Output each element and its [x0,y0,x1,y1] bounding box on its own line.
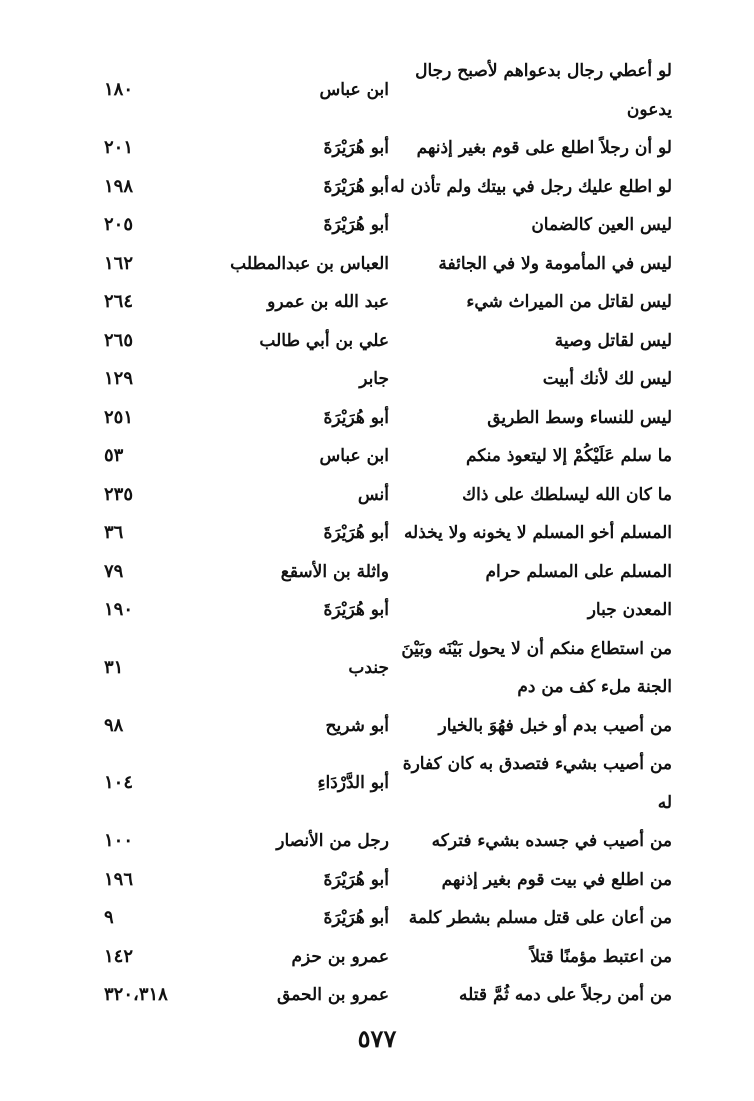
hadith-text-line: لو أعطي رجال بدعواهم لأصبح رجال [415,61,672,81]
narrator-name: أبو هُرَيْرَةَ [323,908,389,928]
page-reference: ٣١ [104,656,124,678]
page-reference: ١٠٤ [104,772,134,793]
index-row [0,437,754,476]
narrator-name: عمرو بن الحمق [277,985,389,1005]
hadith-text [372,399,672,438]
hadith-text [372,899,672,938]
narrator-name: أبو هُرَيْرَةَ [323,176,389,197]
page-reference: ١٦٢ [104,252,134,274]
hadith-text-line: من أصيب بدم أو خبل فهُوَ بالخيار [438,715,672,736]
index-row [0,861,754,900]
index-row [0,168,754,207]
hadith-text-line: من استطاع منكم أن لا يحول بَيْنَه وبَيْنَ [401,638,672,659]
index-row [0,630,754,707]
hadith-text-line: ليس للنساء وسط الطريق [487,407,672,428]
narrator-name: أبو هُرَيْرَةَ [323,600,389,620]
hadith-text-line: لو أن رجلاً اطلع على قوم بغير إذنهم [416,138,672,158]
hadith-text-line: المسلم على المسلم حرام [485,561,672,582]
index-row [0,938,754,977]
hadith-text [372,591,672,630]
index-row [0,553,754,592]
hadith-text [372,630,672,707]
narrator-name: ابن عباس [319,446,389,466]
hadith-text [372,553,672,592]
narrator-name: أنس [357,484,389,505]
page-reference: ٣٦ [104,522,124,543]
page-reference: ٢٦٤ [104,291,134,312]
page-reference: ٩ [104,907,114,928]
page-reference: ٥٣ [104,445,124,466]
index-row [0,206,754,245]
hadith-text [372,129,672,168]
narrator-name: أبو الدَّرْدَاءِ [317,773,389,793]
index-row [0,399,754,438]
hadith-text [372,976,672,1015]
index-row [0,745,754,822]
hadith-text [372,168,672,207]
hadith-text-line: من أصيب بشيء فتصدق به كان كفارة [402,754,672,774]
hadith-text-line: المسلم أخو المسلم لا يخونه ولا يخذله [403,523,672,543]
narrator-name: علي بن أبي طالب [259,330,389,351]
narrator-name: أبو هُرَيْرَةَ [323,523,389,543]
narrator-name: عبد الله بن عمرو [267,292,389,312]
hadith-text [372,283,672,322]
page-reference: ٩٨ [104,714,124,736]
hadith-text-line: ليس لقاتل من الميراث شيء [466,292,672,312]
page-reference: ٢٥١ [104,406,134,428]
index-row [0,707,754,746]
hadith-text [372,707,672,746]
hadith-text-line: له [657,792,672,813]
hadith-text-line: ليس في المأمومة ولا في الجائفة [438,253,672,274]
page-reference: ٢٠١ [104,137,134,158]
narrator-name: جابر [359,369,389,389]
hadith-text-line: من أعان على قتل مسلم بشطر كلمة [408,908,672,928]
hadith-text-line: ليس العين كالضمان [531,215,672,235]
page-reference: ١٠٠ [104,830,134,851]
hadith-text [372,322,672,361]
narrator-name: أبو هُرَيْرَةَ [323,869,389,890]
page-reference: ٣٢٠،٣١٨ [104,984,168,1005]
hadith-text [372,476,672,515]
narrator-name: العباس بن عبدالمطلب [230,253,389,274]
hadith-text-line: ليس لك لأنك أبيت [542,369,672,389]
page-reference: ١٩٨ [104,175,134,197]
narrator-name: جندب [348,657,389,678]
narrator-name: رجل من الأنصار [276,831,389,851]
page-reference: ٢٦٥ [104,329,134,351]
page-reference: ٢٠٥ [104,214,134,235]
index-row [0,822,754,861]
narrator-name: ابن عباس [319,80,389,100]
page-reference: ٧٩ [104,560,124,582]
hadith-text-line: من اعتبط مؤمنًا قتلاً [530,946,672,967]
hadith-text-line: يدعون [626,99,672,120]
hadith-text [372,360,672,399]
page-reference: ١٤٢ [104,945,134,967]
hadith-index-table [0,52,754,1015]
narrator-name: واثلة بن الأسقع [280,561,389,582]
hadith-text-line: ليس لقاتل وصية [554,330,672,351]
hadith-text [372,206,672,245]
index-row [0,899,754,938]
narrator-name: عمرو بن حزم [291,946,389,967]
index-row [0,322,754,361]
page-reference: ١٩٦ [104,868,134,890]
page-reference: ١٨٠ [104,79,134,100]
index-row [0,360,754,399]
narrator-name: أبو شريح [325,715,389,736]
hadith-text-line: الجنة ملء كف من دم [517,677,672,697]
index-row [0,476,754,515]
index-row [0,245,754,284]
hadith-text [372,52,672,129]
hadith-text-line: من أمن رجلاً على دمه ثُمَّ قتله [459,985,672,1005]
hadith-text [372,861,672,900]
hadith-text-line: ما كان الله ليسلطك على ذاك [462,484,672,505]
hadith-text-line: لو اطلع عليك رجل في بيتك ولم تأذن له [390,176,672,197]
hadith-text-line: من أصيب في جسده بشيء فتركه [431,831,672,851]
narrator-name: أبو هُرَيْرَةَ [323,138,389,158]
hadith-text [372,514,672,553]
hadith-text-line: من اطلع في بيت قوم بغير إذنهم [441,869,672,890]
page-number: ٥٧٧ [357,1024,397,1053]
index-row [0,976,754,1015]
hadith-text [372,745,672,822]
narrator-name: أبو هُرَيْرَةَ [323,215,389,235]
hadith-text-line: المعدن جبار [587,600,672,620]
hadith-text [372,822,672,861]
hadith-text [372,245,672,284]
hadith-text-line: ما سلم عَلَيْكُمْ إلا ليتعوذ منكم [465,446,672,466]
index-row [0,52,754,129]
page-reference: ١٢٩ [104,368,134,389]
page-reference: ١٩٠ [104,599,134,620]
index-row [0,283,754,322]
index-row [0,514,754,553]
hadith-text [372,938,672,977]
page-reference: ٢٣٥ [104,483,134,505]
index-row [0,129,754,168]
hadith-text [372,437,672,476]
index-row [0,591,754,630]
narrator-name: أبو هُرَيْرَةَ [323,407,389,428]
